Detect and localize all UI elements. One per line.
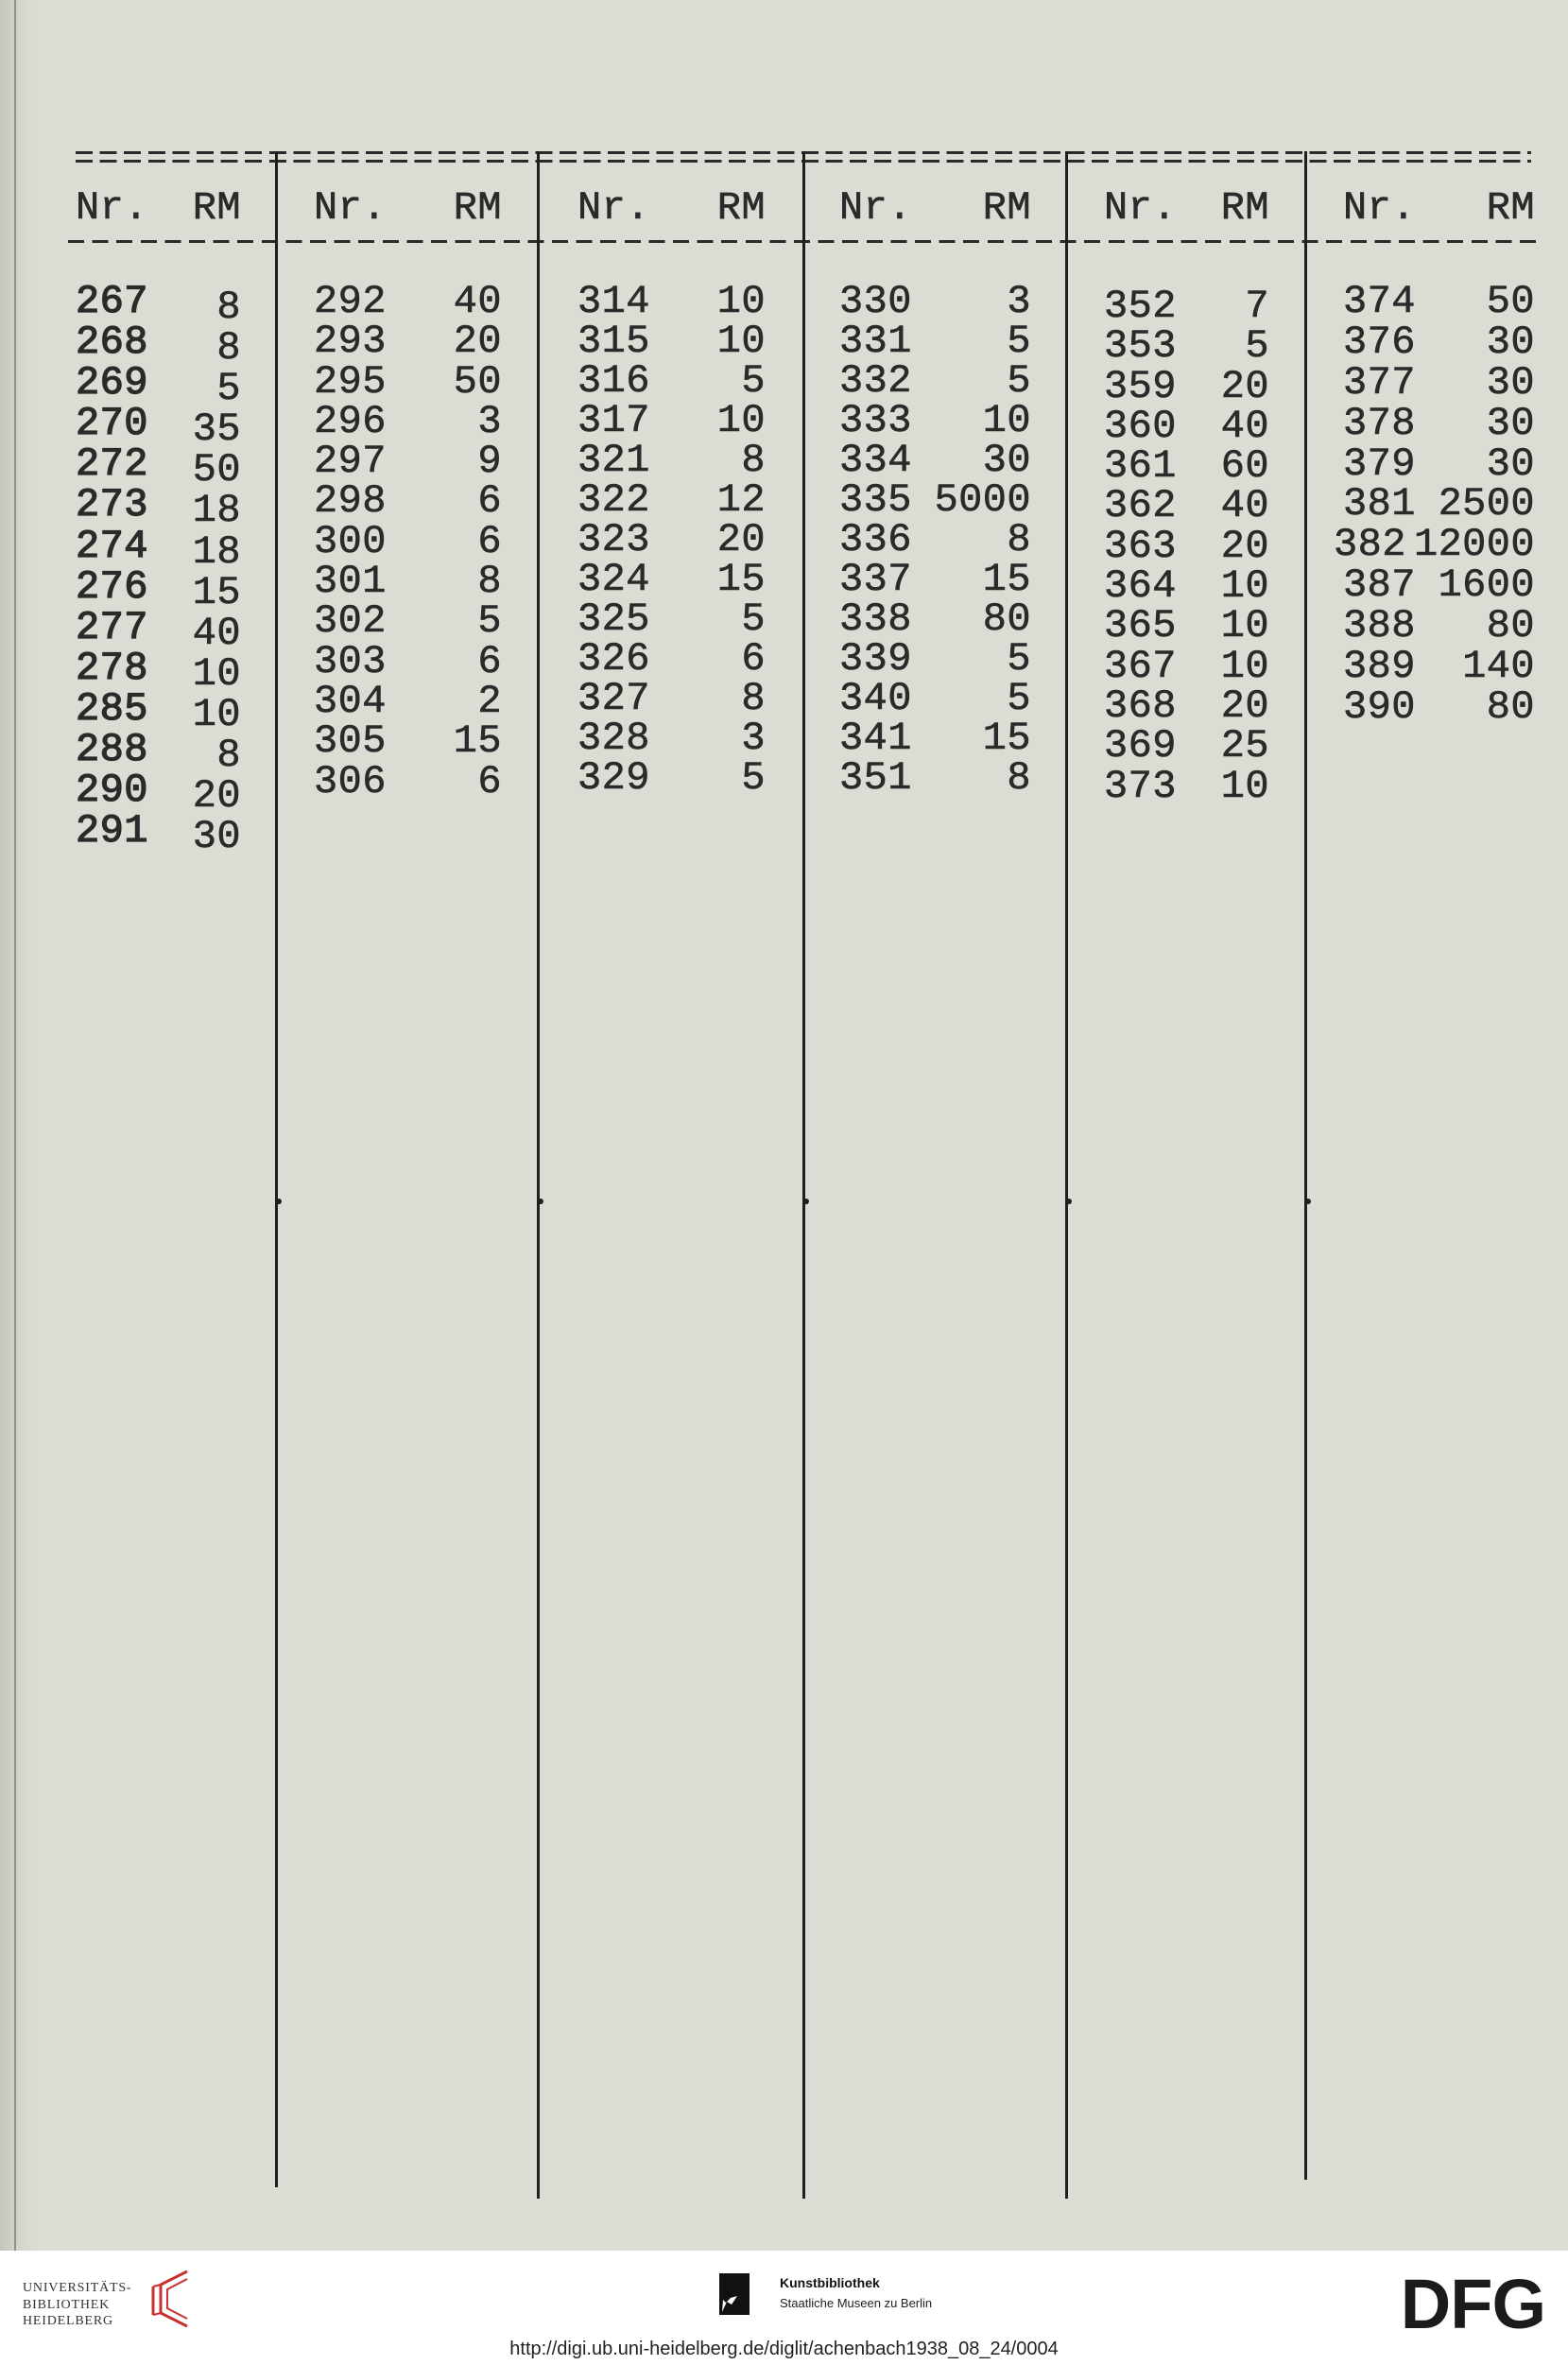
price-row [314, 279, 502, 324]
ub-heidelberg-logo [23, 2268, 202, 2334]
lot-number: 317 [577, 398, 650, 443]
price-row [76, 727, 241, 779]
price-rm: 3 [741, 716, 766, 761]
lot-number: 267 [76, 279, 148, 324]
lot-number: 335 [839, 477, 912, 523]
lot-number: 285 [76, 685, 148, 732]
lot-number: 361 [1104, 443, 1177, 490]
price-rm: 30 [1486, 359, 1535, 406]
price-rm: 10 [1220, 643, 1269, 689]
column-rows [76, 279, 241, 860]
price-row [76, 360, 241, 412]
price-row [314, 598, 502, 645]
price-row [1343, 603, 1535, 649]
lot-number: 298 [314, 478, 387, 525]
column-rows [839, 279, 1031, 801]
lot-number: 378 [1343, 400, 1416, 446]
lot-number: 376 [1343, 319, 1416, 365]
lot-number: 379 [1343, 440, 1416, 487]
column-header [839, 185, 1031, 231]
price-row [577, 755, 766, 801]
price-row [1104, 483, 1269, 529]
price-row [314, 398, 502, 444]
price-rm: 10 [716, 398, 766, 443]
price-row [1104, 643, 1269, 689]
price-row [314, 638, 502, 684]
column-header [1104, 185, 1269, 231]
logo-text-line: UNIVERSITÄTS- [23, 2281, 132, 2295]
lot-number: 373 [1104, 763, 1177, 809]
lot-number: 389 [1343, 644, 1416, 690]
lot-number: 270 [76, 401, 148, 447]
lot-number: 368 [1104, 682, 1177, 729]
price-row [76, 401, 241, 453]
lot-number: 338 [839, 596, 912, 642]
lot-number: 301 [314, 559, 387, 605]
price-rm: 10 [192, 650, 241, 697]
price-row [1343, 400, 1535, 446]
price-rm: 3 [477, 398, 502, 444]
price-row [76, 319, 241, 371]
price-row [577, 358, 766, 404]
price-rm: 5000 [934, 477, 1031, 523]
price-rm: 80 [1486, 683, 1535, 730]
lot-number: 321 [577, 438, 650, 483]
price-row [1104, 763, 1269, 809]
price-rm: 5 [1007, 358, 1031, 404]
lot-number: 323 [577, 517, 650, 562]
lot-number: 374 [1343, 279, 1416, 324]
price-rm: 5 [1007, 636, 1031, 682]
lot-number: 351 [839, 755, 912, 801]
price-row [76, 563, 241, 615]
price-rm: 50 [192, 447, 241, 493]
price-rm: 9 [477, 439, 502, 485]
lot-number: 328 [577, 716, 650, 761]
price-row [76, 768, 241, 820]
lot-number: 325 [577, 596, 650, 642]
price-row [1104, 403, 1269, 449]
price-row [76, 604, 241, 656]
header-rm-label: RM [453, 185, 502, 231]
lot-number: 334 [839, 438, 912, 483]
price-row [577, 716, 766, 761]
price-rm: 40 [1220, 403, 1269, 449]
lot-number: 274 [76, 523, 148, 569]
price-row [1104, 323, 1269, 370]
source-url: http://digi.ub.uni-heidelberg.de/diglit/achenbach1938_08_24/0004 [509, 2339, 1059, 2359]
price-row [1104, 363, 1269, 409]
price-row [314, 319, 502, 365]
price-row [76, 685, 241, 737]
price-column-6 [1334, 185, 1535, 730]
lot-number: 272 [76, 441, 148, 488]
price-rm: 8 [1007, 517, 1031, 562]
page-edge-line [14, 0, 16, 2251]
lot-number: 326 [577, 636, 650, 682]
header-nr-label: Nr. [76, 185, 148, 231]
lot-number: 365 [1104, 603, 1177, 649]
column-divider [1304, 151, 1307, 2180]
column-divider [275, 151, 278, 2187]
digitization-footer [0, 2251, 1568, 2365]
price-row [1334, 522, 1535, 568]
price-rm: 5 [741, 358, 766, 404]
column-divider [802, 151, 805, 2199]
ub-heidelberg-logo-icon [142, 2268, 191, 2330]
price-column-5 [1104, 185, 1269, 809]
price-rm: 10 [192, 691, 241, 737]
price-rm: 50 [1486, 279, 1535, 324]
lot-number: 336 [839, 517, 912, 562]
price-row [839, 477, 1031, 523]
price-rm: 10 [1220, 563, 1269, 610]
lot-number: 292 [314, 279, 387, 324]
price-row [314, 518, 502, 564]
price-row [1343, 481, 1535, 527]
price-row [577, 596, 766, 642]
column-rows [314, 279, 502, 804]
price-rm: 30 [982, 438, 1031, 483]
price-row [839, 438, 1031, 483]
price-rm: 18 [192, 528, 241, 575]
lot-number: 337 [839, 557, 912, 602]
lot-number: 276 [76, 563, 148, 610]
column-rows [577, 279, 766, 801]
price-rm: 8 [216, 285, 241, 330]
price-rm: 5 [216, 366, 241, 412]
price-rm: 6 [477, 758, 502, 804]
price-row [577, 517, 766, 562]
lot-number: 269 [76, 360, 148, 406]
price-row [314, 478, 502, 525]
lot-number: 278 [76, 645, 148, 691]
price-row [577, 438, 766, 483]
kunstbibliothek-logo-icon [719, 2273, 750, 2315]
lot-number: 277 [76, 604, 148, 650]
header-rm-label: RM [716, 185, 766, 231]
price-row [1104, 563, 1269, 610]
price-row [76, 279, 241, 330]
price-row [314, 718, 502, 765]
price-row [839, 398, 1031, 443]
header-nr-label: Nr. [1343, 185, 1416, 231]
price-rm: 5 [741, 755, 766, 801]
price-rm: 12000 [1413, 522, 1535, 568]
lot-number: 381 [1343, 481, 1416, 527]
price-row [1104, 723, 1269, 769]
price-rm: 10 [1220, 603, 1269, 649]
price-row [577, 398, 766, 443]
price-row [577, 676, 766, 721]
price-rm: 20 [716, 517, 766, 562]
lot-number: 360 [1104, 403, 1177, 449]
price-row [1104, 603, 1269, 649]
price-row [839, 755, 1031, 801]
lot-number: 297 [314, 439, 387, 485]
lot-number: 268 [76, 319, 148, 366]
header-rm-label: RM [192, 185, 241, 231]
price-row [314, 559, 502, 605]
price-row [1343, 319, 1535, 365]
lot-number: 316 [577, 358, 650, 404]
price-rm: 6 [477, 518, 502, 564]
price-rm: 6 [477, 478, 502, 525]
price-row [76, 523, 241, 575]
price-rm: 35 [192, 406, 241, 453]
price-rm: 15 [982, 557, 1031, 602]
price-rm: 8 [741, 676, 766, 721]
lot-number: 322 [577, 477, 650, 523]
price-rm: 10 [1220, 763, 1269, 809]
lot-number: 290 [76, 768, 148, 814]
lot-number: 273 [76, 482, 148, 528]
lot-number: 331 [839, 319, 912, 364]
lot-number: 382 [1334, 522, 1406, 568]
price-row [314, 678, 502, 724]
price-rm: 10 [716, 319, 766, 364]
price-rm: 5 [477, 598, 502, 645]
price-rm: 20 [192, 773, 241, 820]
price-row [314, 758, 502, 804]
lot-number: 324 [577, 557, 650, 602]
lot-number: 303 [314, 638, 387, 684]
price-rm: 140 [1462, 644, 1535, 690]
price-rm: 5 [1007, 319, 1031, 364]
lot-number: 300 [314, 518, 387, 564]
lot-number: 377 [1343, 359, 1416, 406]
column-rows [1334, 279, 1535, 730]
price-row [839, 716, 1031, 761]
price-rm: 40 [453, 279, 502, 324]
price-rm: 10 [982, 398, 1031, 443]
lot-number: 332 [839, 358, 912, 404]
price-rm: 8 [216, 325, 241, 371]
price-rm: 15 [982, 716, 1031, 761]
price-rm: 15 [453, 718, 502, 765]
column-header [1343, 185, 1535, 231]
price-rm: 3 [1007, 279, 1031, 324]
price-row [839, 557, 1031, 602]
lot-number: 362 [1104, 483, 1177, 529]
price-column-3 [577, 185, 766, 801]
price-row [577, 557, 766, 602]
header-rm-label: RM [1220, 185, 1269, 231]
price-row [839, 517, 1031, 562]
price-row [577, 279, 766, 324]
lot-number: 293 [314, 319, 387, 365]
price-rm: 30 [1486, 319, 1535, 365]
price-row [1343, 683, 1535, 730]
header-rm-label: RM [982, 185, 1031, 231]
lot-number: 359 [1104, 363, 1177, 409]
lot-number: 315 [577, 319, 650, 364]
price-rm: 25 [1220, 723, 1269, 769]
kunstbibliothek-subtitle: Staatliche Museen zu Berlin [780, 2296, 933, 2310]
dfg-logo: DFG [1400, 2265, 1545, 2343]
price-rm: 20 [453, 319, 502, 365]
lot-number: 340 [839, 676, 912, 721]
header-nr-label: Nr. [577, 185, 650, 231]
lot-number: 302 [314, 598, 387, 645]
price-row [577, 319, 766, 364]
lot-number: 333 [839, 398, 912, 443]
price-rm: 30 [1486, 440, 1535, 487]
lot-number: 352 [1104, 284, 1177, 329]
price-rm: 8 [741, 438, 766, 483]
price-row [1343, 644, 1535, 690]
price-rm: 40 [192, 610, 241, 656]
price-rm: 10 [716, 279, 766, 324]
price-row [76, 482, 241, 534]
price-row [1343, 562, 1535, 609]
header-nr-label: Nr. [1104, 185, 1177, 231]
price-rm: 15 [716, 557, 766, 602]
header-nr-label: Nr. [839, 185, 912, 231]
logo-text-line: BIBLIOTHEK [23, 2297, 110, 2312]
price-row [577, 636, 766, 682]
column-rows [1104, 284, 1269, 809]
price-rm: 12 [716, 477, 766, 523]
price-row [314, 439, 502, 485]
price-rm: 8 [216, 733, 241, 779]
price-rm: 40 [1220, 483, 1269, 529]
price-rm: 7 [1245, 284, 1269, 329]
lot-number: 364 [1104, 563, 1177, 610]
price-row [839, 676, 1031, 721]
price-row [839, 358, 1031, 404]
lot-number: 339 [839, 636, 912, 682]
price-row [76, 808, 241, 860]
price-rm: 80 [1486, 603, 1535, 649]
page-edge [0, 0, 34, 2251]
price-row [76, 441, 241, 493]
price-rm: 18 [192, 488, 241, 534]
price-rm: 80 [982, 596, 1031, 642]
price-rm: 15 [192, 569, 241, 615]
header-nr-label: Nr. [314, 185, 387, 231]
price-rm: 6 [741, 636, 766, 682]
lot-number: 288 [76, 727, 148, 773]
lot-number: 363 [1104, 523, 1177, 569]
lot-number: 390 [1343, 683, 1416, 730]
price-row [76, 645, 241, 697]
price-rm: 50 [453, 358, 502, 405]
lot-number: 295 [314, 358, 387, 405]
lot-number: 387 [1343, 562, 1416, 609]
price-rm: 5 [1007, 676, 1031, 721]
price-rm: 60 [1220, 443, 1269, 490]
price-row [839, 319, 1031, 364]
price-rm: 20 [1220, 363, 1269, 409]
lot-number: 314 [577, 279, 650, 324]
price-column-1 [76, 185, 241, 860]
price-rm: 20 [1220, 523, 1269, 569]
column-header [76, 185, 241, 231]
price-row [1104, 284, 1269, 329]
price-rm: 30 [192, 814, 241, 860]
price-row [1104, 443, 1269, 490]
lot-number: 341 [839, 716, 912, 761]
lot-number: 329 [577, 755, 650, 801]
price-column-4 [839, 185, 1031, 801]
lot-number: 291 [76, 808, 148, 855]
price-rm: 8 [1007, 755, 1031, 801]
price-rm: 1600 [1438, 562, 1535, 609]
price-row [314, 358, 502, 405]
lot-number: 369 [1104, 723, 1177, 769]
ub-heidelberg-logo-text [23, 2280, 131, 2330]
header-rm-label: RM [1486, 185, 1535, 231]
lot-number: 330 [839, 279, 912, 324]
lot-number: 327 [577, 676, 650, 721]
column-header [314, 185, 502, 231]
lot-number: 306 [314, 758, 387, 804]
price-rm: 8 [477, 559, 502, 605]
price-row [1343, 440, 1535, 487]
price-rm: 5 [1245, 323, 1269, 370]
lot-number: 304 [314, 678, 387, 724]
price-column-2 [314, 185, 502, 804]
lot-number: 367 [1104, 643, 1177, 689]
price-rm: 2 [477, 678, 502, 724]
lot-number: 296 [314, 398, 387, 444]
price-row [1343, 359, 1535, 406]
logo-text-line: HEIDELBERG [23, 2314, 113, 2328]
price-row [1104, 523, 1269, 569]
price-row [1343, 279, 1535, 324]
price-rm: 2500 [1438, 481, 1535, 527]
price-row [839, 636, 1031, 682]
price-row [577, 477, 766, 523]
price-rm: 5 [741, 596, 766, 642]
lot-number: 353 [1104, 323, 1177, 370]
price-rm: 6 [477, 638, 502, 684]
lot-number: 388 [1343, 603, 1416, 649]
lot-number: 305 [314, 718, 387, 765]
price-row [1104, 682, 1269, 729]
column-header [577, 185, 766, 231]
column-divider [537, 151, 540, 2199]
kunstbibliothek-title: Kunstbibliothek [780, 2275, 880, 2290]
price-rm: 20 [1220, 682, 1269, 729]
price-row [839, 279, 1031, 324]
price-row [839, 596, 1031, 642]
column-divider [1065, 151, 1068, 2199]
price-rm: 30 [1486, 400, 1535, 446]
